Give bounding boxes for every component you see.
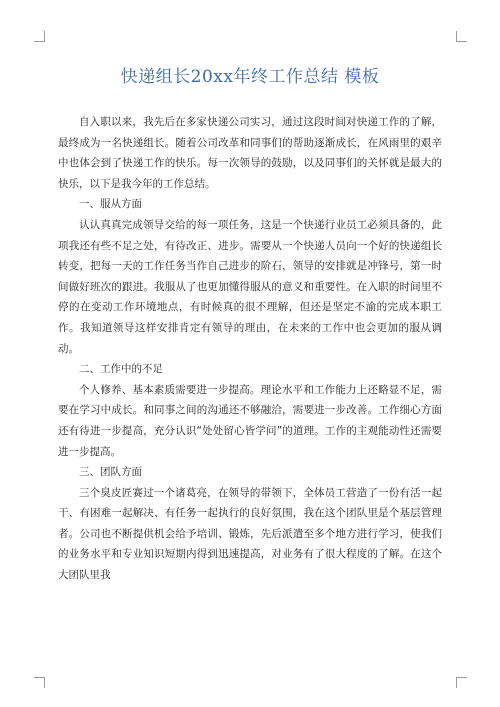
page-corner-mark-top-left — [34, 31, 45, 42]
page-corner-mark-bottom-right — [456, 677, 467, 688]
document-title: 快递组长20xx年终工作总结 模板 — [120, 67, 380, 87]
section-heading-obedience: 一、服从方面 — [79, 198, 142, 211]
document-body — [58, 112, 442, 586]
section-body-obedience: 认认真真完成领导交给的每一项任务，这是一个快递行业员工必须具备的，此项我还有些不足之处，有待改正、进步。需要从一个快递人员向一个好的快递组长转变，把每一天的工作任务当作自己进步的阶石，领导的安排就是冲锋号，第一时间做好班次的跟进。我服从了也更加懂得服从的意义和重要性。在入职的时间里不停的在变动工作环境地点，有时候真的很不理解，但还是坚定不渝的完成本职工作。我知道领导这样安排肯定有领导的理由，在未来的工作中也会更加的服从调动。 — [58, 218, 442, 355]
section-body-team: 三个臭皮匠赛过一个诸葛亮，在领导的带领下，全体员工营造了一份有活一起干、有困难一起解决、有任务一起执行的良好氛围，我在这个团队里是个基层管理者。公司也不断提供机会给予培训、锻炼，先后派遣至多个地方进行学习，使我们的业务水平和专业知识短期内得到迅速提高，对业务有了很大程度的了解。在这个大团队里我 — [58, 486, 442, 582]
section-heading-shortcomings: 二、工作中的不足 — [79, 363, 163, 376]
section-body-shortcomings: 个人修养、基本素质需要进一步提高。理论水平和工作能力上还略显不足，需要在学习中成长。和同事之间的沟通还不够融洽，需要进一步改善。工作细心方面还有待进一步提高，充分认识“处处留心皆学问”的道理。工作的主观能动性还需要进一步提高。 — [58, 383, 442, 458]
page-corner-mark-bottom-left — [34, 677, 45, 688]
intro-paragraph: 自入职以来，我先后在多家快递公司实习，通过这段时间对快递工作的了解，最终成为一名快递组长。随着公司改革和同事们的帮助逐渐成长，在风雨里的艰辛中也体会到了快递工作的快乐。每一次领导的鼓励，以及同事们的关怀就是最大的快乐，以下是我今年的工作总结。 — [58, 116, 442, 190]
section-heading-team: 三、团队方面 — [79, 466, 142, 479]
page-corner-mark-top-right — [456, 31, 467, 42]
